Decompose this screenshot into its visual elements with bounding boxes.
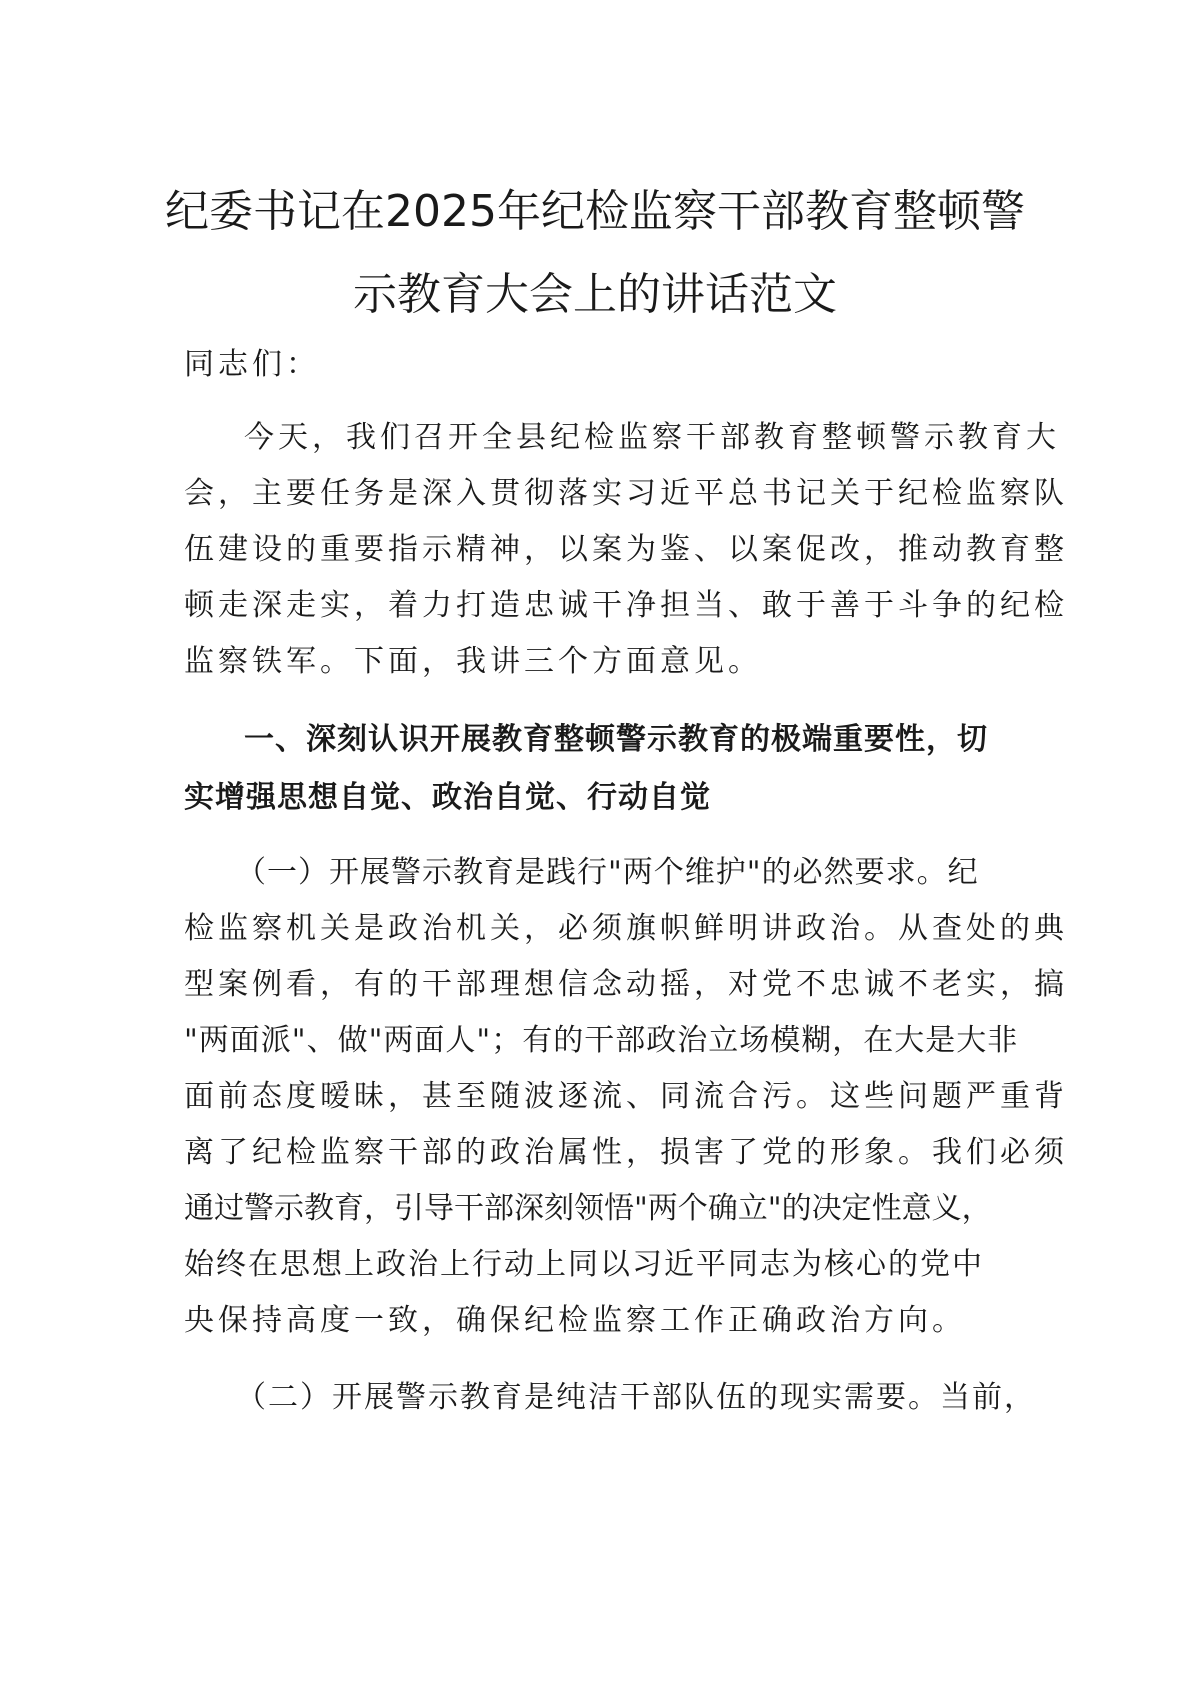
para1-line-5: 面前态度暧昧，甚至随波逐流、同流合污。这些问题严重背 xyxy=(184,1079,1068,1114)
intro-line-1: 今天，我们召开全县纪检监察干部教育整顿警示教育大 xyxy=(244,420,1060,455)
para1-line-8: 始终在思想上政治上行动上同以习近平同志为核心的党中 xyxy=(184,1247,984,1282)
para1-line-2: 检监察机关是政治机关，必须旗帜鲜明讲政治。从查处的典 xyxy=(184,911,1068,946)
para1-line-7: 通过警示教育，引导干部深刻领悟"两个确立"的决定性意义， xyxy=(184,1191,992,1226)
para2-line-1: （二）开展警示教育是纯洁干部队伍的现实需要。当前， xyxy=(236,1380,1036,1415)
intro-line-5: 监察铁军。下面，我讲三个方面意见。 xyxy=(184,644,762,679)
para1-line-3: 型案例看，有的干部理想信念动摇，对党不忠诚不老实，搞 xyxy=(184,967,1068,1002)
para1-line-1: （一）开展警示教育是践行"两个维护"的必然要求。纪 xyxy=(236,855,979,890)
para1-line-4: "两面派"、做"两面人"；有的干部政治立场模糊，在大是大非 xyxy=(184,1023,1019,1058)
salutation: 同志们： xyxy=(184,347,320,382)
para1-line-6: 离了纪检监察干部的政治属性，损害了党的形象。我们必须 xyxy=(184,1135,1068,1170)
intro-line-4: 顿走深走实，着力打造忠诚干净担当、敢于善于斗争的纪检 xyxy=(184,588,1068,623)
document-title-line-1: 纪委书记在2025年纪检监察干部教育整顿警 xyxy=(165,186,1025,237)
para1-line-9: 央保持高度一致，确保纪检监察工作正确政治方向。 xyxy=(184,1303,966,1338)
intro-line-3: 伍建设的重要指示精神，以案为鉴、以案促改，推动教育整 xyxy=(184,532,1068,567)
document-title-line-2: 示教育大会上的讲话范文 xyxy=(353,269,837,320)
section-heading-line-1: 一、深刻认识开展教育整顿警示教育的极端重要性，切 xyxy=(244,722,988,757)
intro-line-2: 会，主要任务是深入贯彻落实习近平总书记关于纪检监察队 xyxy=(184,476,1068,511)
section-heading-line-2: 实增强思想自觉、政治自觉、行动自觉 xyxy=(184,780,711,815)
